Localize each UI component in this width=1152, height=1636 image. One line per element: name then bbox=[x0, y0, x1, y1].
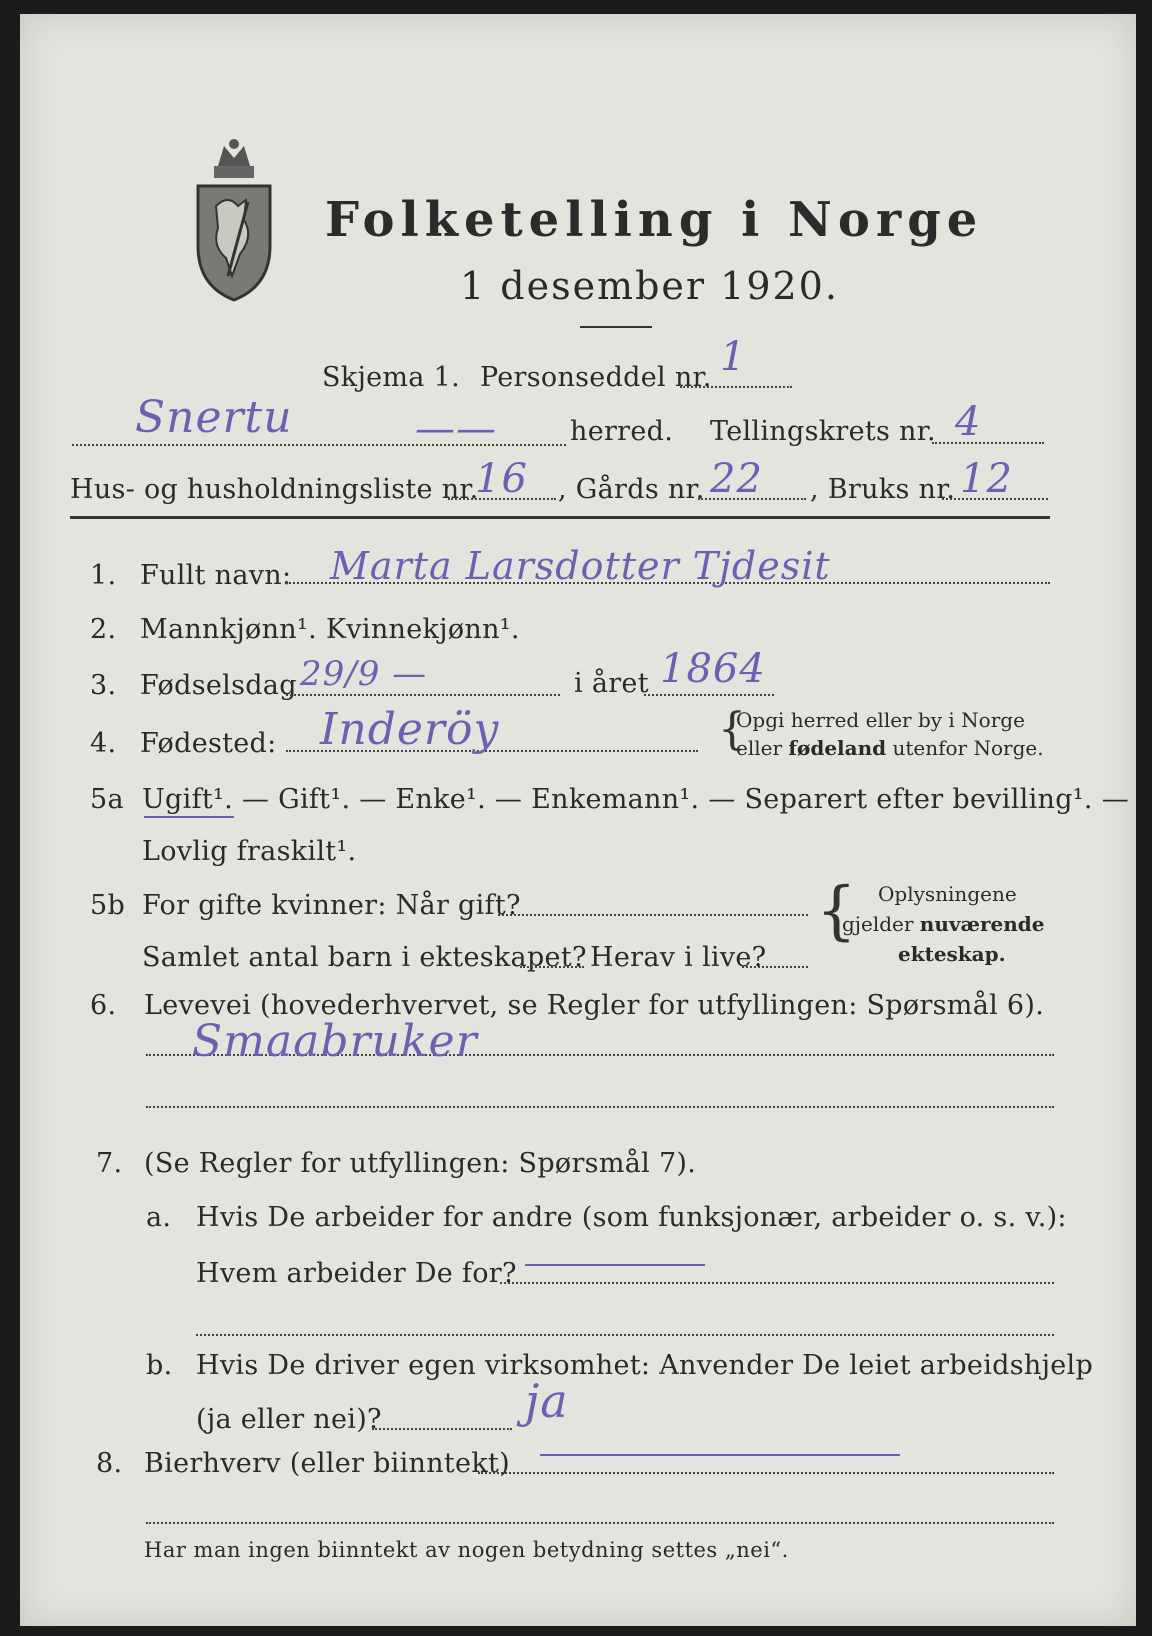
q8-number: 8. bbox=[96, 1448, 123, 1479]
q7a-letter: a. bbox=[146, 1202, 172, 1233]
q5b-number: 5b bbox=[90, 890, 126, 921]
gards-label: , Gårds nr. bbox=[558, 474, 705, 505]
q7a-label: Hvis De arbeider for andre (som funksjonær, arbeider o. s. v.): bbox=[196, 1202, 1067, 1233]
q8-dash-mark bbox=[540, 1454, 900, 1456]
q3-value: 29/9 — bbox=[300, 654, 428, 694]
personseddel-label: Personseddel nr. bbox=[480, 362, 712, 393]
bruks-label: , Bruks nr. bbox=[810, 474, 956, 505]
gards-value: 22 bbox=[710, 456, 763, 502]
herred-dash: —— bbox=[415, 406, 497, 452]
footer-note: Har man ingen biinntekt av nogen betydning settes „nei“. bbox=[144, 1538, 789, 1562]
q5a-label-2: Lovlig fraskilt¹. bbox=[142, 836, 357, 867]
q7a-dash-mark bbox=[525, 1264, 705, 1266]
q4-note-line1: Opgi herred eller by i Norge bbox=[736, 708, 1025, 732]
q7-label: (Se Regler for utfyllingen: Spørsmål 7). bbox=[144, 1148, 697, 1179]
q5b-label-3: Herav i live? bbox=[590, 942, 767, 973]
personseddel-line bbox=[680, 386, 792, 388]
q5b-note-line2: gjelder nuværende bbox=[842, 912, 1045, 936]
q8-line bbox=[478, 1472, 1054, 1474]
page-title: Folketelling i Norge bbox=[325, 192, 984, 248]
q3-year-line bbox=[644, 694, 774, 696]
q2-number: 2. bbox=[90, 614, 117, 645]
q2-label: Mannkjønn¹. Kvinnekjønn¹. bbox=[140, 614, 520, 645]
q7b-letter: b. bbox=[146, 1350, 173, 1381]
bruks-value: 12 bbox=[960, 456, 1013, 502]
q4-label: Fødested: bbox=[140, 728, 277, 759]
q3-label: Fødselsdag bbox=[140, 670, 297, 701]
husholdning-value: 16 bbox=[475, 456, 528, 502]
tellingskrets-value: 4 bbox=[955, 399, 982, 445]
q1-label: Fullt navn: bbox=[140, 560, 292, 591]
q5b-label-2: Samlet antal barn i ekteskapet? bbox=[142, 942, 587, 973]
q7-number: 7. bbox=[96, 1148, 123, 1179]
q3-line bbox=[286, 694, 560, 696]
q7b-line bbox=[372, 1428, 512, 1430]
q5b-brace: { bbox=[816, 874, 857, 948]
q6-line-2 bbox=[146, 1106, 1054, 1108]
q7a-label-2: Hvem arbeider De for? bbox=[196, 1258, 517, 1289]
q6-label: Levevei (hovederhvervet, se Regler for utfyllingen: Spørsmål 6). bbox=[144, 990, 1045, 1021]
q3-year-label: i året bbox=[574, 668, 649, 699]
skjema-label: Skjema 1. bbox=[322, 362, 460, 393]
census-form-page bbox=[20, 14, 1136, 1626]
q6-value: Smaabruker bbox=[192, 1016, 478, 1067]
tellingskrets-line bbox=[932, 442, 1044, 444]
q4-number: 4. bbox=[90, 728, 117, 759]
q7b-label-2: (ja eller nei)? bbox=[196, 1404, 382, 1435]
q5b-line bbox=[498, 914, 808, 916]
q8-label: Bierhverv (eller biinntekt) bbox=[144, 1448, 510, 1479]
q7a-line bbox=[500, 1282, 1054, 1284]
q8-line-2 bbox=[146, 1522, 1054, 1524]
q5b-note-line3: ekteskap. bbox=[898, 942, 1006, 966]
q7b-value: ja bbox=[525, 1374, 569, 1428]
q3-year-value: 1864 bbox=[660, 646, 766, 692]
q4-brace: { bbox=[718, 704, 746, 755]
personseddel-value: 1 bbox=[720, 334, 747, 380]
q5b-label: For gifte kvinner: Når gift? bbox=[142, 890, 521, 921]
census-date: 1 desember 1920. bbox=[460, 264, 839, 308]
tellingskrets-label: Tellingskrets nr. bbox=[710, 416, 936, 447]
q5a-label: Ugift¹. — Gift¹. — Enke¹. — Enkemann¹. — Separert efter bevilling¹. — bbox=[142, 784, 1129, 815]
q3-number: 3. bbox=[90, 670, 117, 701]
q6-number: 6. bbox=[90, 990, 117, 1021]
herred-value: Snertu bbox=[135, 392, 293, 443]
q7b-label: Hvis De driver egen virksomhet: Anvender De leiet arbeidshjelp bbox=[196, 1350, 1094, 1381]
q5b-note-line1: Oplysningene bbox=[878, 882, 1017, 906]
herred-label: herred. bbox=[570, 416, 674, 447]
q4-value: Inderöy bbox=[320, 704, 500, 755]
title-divider bbox=[580, 326, 652, 328]
q1-value: Marta Larsdotter Tjdesit bbox=[330, 544, 831, 588]
q5b-line-3 bbox=[742, 966, 808, 968]
q5a-ugift-mark bbox=[144, 816, 234, 818]
header-divider bbox=[70, 516, 1050, 519]
q4-note-line2: eller fødeland utenfor Norge. bbox=[736, 736, 1044, 760]
coat-of-arms-icon bbox=[188, 136, 280, 304]
husholdning-label: Hus- og husholdningsliste nr. bbox=[70, 474, 479, 505]
q1-number: 1. bbox=[90, 560, 117, 591]
q5a-number: 5a bbox=[90, 784, 124, 815]
q5b-line-2 bbox=[520, 966, 584, 968]
q7a-line-2 bbox=[196, 1334, 1054, 1336]
